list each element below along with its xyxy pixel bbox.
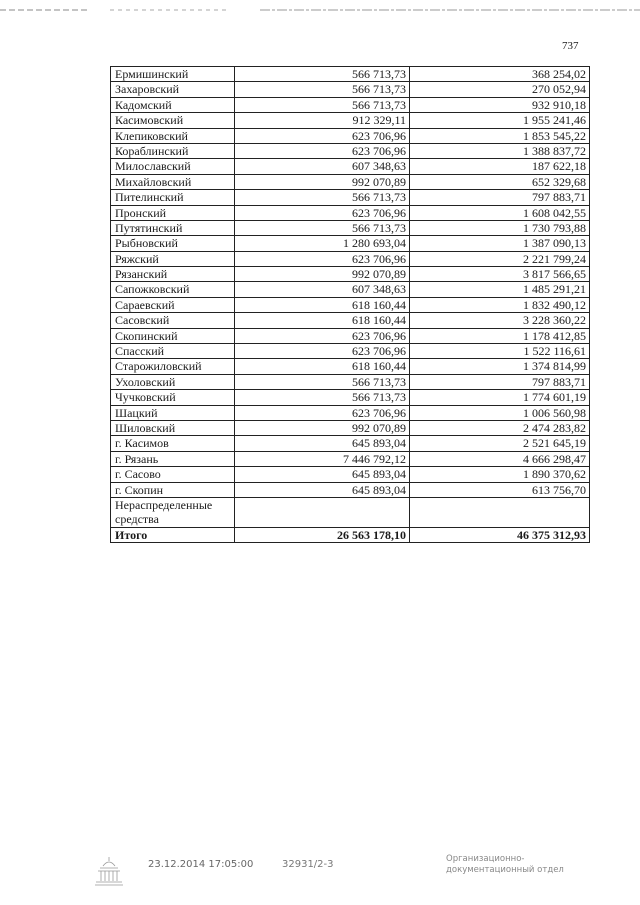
amount-column-2-cell: 1 374 814,99 [410, 359, 590, 374]
district-name-cell: Шацкий [111, 405, 235, 420]
amount-column-1-cell: 618 160,44 [235, 297, 410, 312]
district-name-cell: Клепиковский [111, 128, 235, 143]
table-row [111, 482, 590, 497]
amount-column-1-cell [235, 497, 410, 527]
district-name-cell: Нераспределенные средства [111, 497, 235, 527]
amount-column-1-cell: 912 329,11 [235, 113, 410, 128]
amount-column-2-cell: 368 254,02 [410, 67, 590, 82]
table-row [111, 143, 590, 158]
footer-timestamp: 23.12.2014 17:05:00 [148, 859, 254, 870]
table-row [111, 420, 590, 435]
table-row [111, 267, 590, 282]
amount-column-1-cell: 618 160,44 [235, 313, 410, 328]
amount-column-2-cell: 932 910,18 [410, 97, 590, 112]
district-name-cell: г. Касимов [111, 436, 235, 451]
district-name-cell: г. Скопин [111, 482, 235, 497]
district-name-cell: Сапожковский [111, 282, 235, 297]
amount-column-2-cell: 1 890 370,62 [410, 467, 590, 482]
amount-column-2-cell: 613 756,70 [410, 482, 590, 497]
amount-column-1-cell: 566 713,73 [235, 220, 410, 235]
footer-department-line2: документационный отдел [446, 865, 564, 875]
table-row [111, 236, 590, 251]
amount-column-1-cell: 566 713,73 [235, 190, 410, 205]
amount-column-2-cell: 2 521 645,19 [410, 436, 590, 451]
amount-column-1-cell: 645 893,04 [235, 482, 410, 497]
amount-column-2-cell: 187 622,18 [410, 159, 590, 174]
district-name-cell: Пронский [111, 205, 235, 220]
amount-column-2-cell: 46 375 312,93 [410, 527, 590, 542]
table-row [111, 174, 590, 189]
district-name-cell: Ухоловский [111, 374, 235, 389]
table-row [111, 113, 590, 128]
district-name-cell: Пителинский [111, 190, 235, 205]
district-name-cell: Сараевский [111, 297, 235, 312]
district-name-cell: Скопинский [111, 328, 235, 343]
amount-column-1-cell: 566 713,73 [235, 67, 410, 82]
amount-column-1-cell: 566 713,73 [235, 97, 410, 112]
amount-column-2-cell: 1 388 837,72 [410, 143, 590, 158]
table-row [111, 190, 590, 205]
table-row [111, 297, 590, 312]
amount-column-1-cell: 566 713,73 [235, 390, 410, 405]
table-row [111, 128, 590, 143]
table-row [111, 436, 590, 451]
district-name-cell: Итого [111, 527, 235, 542]
page-number: 737 [562, 40, 579, 52]
table-row [111, 220, 590, 235]
district-name-cell: Захаровский [111, 82, 235, 97]
amount-column-2-cell: 1 730 793,88 [410, 220, 590, 235]
table-row [111, 390, 590, 405]
district-name-cell: Спасский [111, 344, 235, 359]
amount-column-1-cell: 7 446 792,12 [235, 451, 410, 466]
district-name-cell: Ермишинский [111, 67, 235, 82]
district-name-cell: Ряжский [111, 251, 235, 266]
amount-column-1-cell: 645 893,04 [235, 436, 410, 451]
budget-table-body [111, 67, 590, 543]
amount-column-2-cell: 1 006 560,98 [410, 405, 590, 420]
table-row [111, 374, 590, 389]
district-name-cell: Михайловский [111, 174, 235, 189]
amount-column-1-cell: 1 280 693,04 [235, 236, 410, 251]
scan-artifact-line [0, 8, 640, 14]
budget-table-container [110, 66, 590, 543]
amount-column-2-cell: 797 883,71 [410, 374, 590, 389]
table-row [111, 467, 590, 482]
table-row [111, 67, 590, 82]
budget-table [110, 66, 590, 543]
table-row [111, 497, 590, 527]
table-row [111, 405, 590, 420]
amount-column-1-cell: 607 348,63 [235, 282, 410, 297]
amount-column-1-cell: 26 563 178,10 [235, 527, 410, 542]
footer-department-line1: Организационно- [446, 854, 525, 864]
district-name-cell: Рязанский [111, 267, 235, 282]
district-name-cell: Сасовский [111, 313, 235, 328]
district-name-cell: Шиловский [111, 420, 235, 435]
amount-column-2-cell: 1 522 116,61 [410, 344, 590, 359]
footer-department [446, 854, 564, 876]
amount-column-1-cell: 566 713,73 [235, 82, 410, 97]
amount-column-2-cell: 1 608 042,55 [410, 205, 590, 220]
total-row [111, 527, 590, 542]
amount-column-2-cell: 1 485 291,21 [410, 282, 590, 297]
amount-column-2-cell: 1 178 412,85 [410, 328, 590, 343]
district-name-cell: Путятинский [111, 220, 235, 235]
amount-column-1-cell: 623 706,96 [235, 205, 410, 220]
table-row [111, 205, 590, 220]
amount-column-2-cell: 1 774 601,19 [410, 390, 590, 405]
amount-column-1-cell: 607 348,63 [235, 159, 410, 174]
amount-column-2-cell: 3 228 360,22 [410, 313, 590, 328]
amount-column-1-cell: 992 070,89 [235, 267, 410, 282]
table-row [111, 282, 590, 297]
amount-column-2-cell: 3 817 566,65 [410, 267, 590, 282]
table-row [111, 97, 590, 112]
amount-column-2-cell [410, 497, 590, 527]
district-name-cell: Касимовский [111, 113, 235, 128]
amount-column-1-cell: 645 893,04 [235, 467, 410, 482]
table-row [111, 328, 590, 343]
amount-column-2-cell: 1 853 545,22 [410, 128, 590, 143]
amount-column-2-cell: 4 666 298,47 [410, 451, 590, 466]
amount-column-1-cell: 566 713,73 [235, 374, 410, 389]
amount-column-2-cell: 797 883,71 [410, 190, 590, 205]
district-name-cell: г. Рязань [111, 451, 235, 466]
amount-column-1-cell: 623 706,96 [235, 405, 410, 420]
footer-document-code: 32931/2-3 [282, 859, 334, 870]
amount-column-2-cell: 652 329,68 [410, 174, 590, 189]
district-name-cell: Милославский [111, 159, 235, 174]
table-row [111, 451, 590, 466]
table-row [111, 251, 590, 266]
amount-column-2-cell: 1 387 090,13 [410, 236, 590, 251]
amount-column-2-cell: 2 474 283,82 [410, 420, 590, 435]
amount-column-1-cell: 623 706,96 [235, 251, 410, 266]
table-row [111, 359, 590, 374]
page-footer [0, 850, 640, 890]
amount-column-1-cell: 992 070,89 [235, 174, 410, 189]
amount-column-1-cell: 623 706,96 [235, 143, 410, 158]
amount-column-2-cell: 270 052,94 [410, 82, 590, 97]
district-name-cell: г. Сасово [111, 467, 235, 482]
amount-column-1-cell: 623 706,96 [235, 344, 410, 359]
district-name-cell: Рыбновский [111, 236, 235, 251]
amount-column-2-cell: 2 221 799,24 [410, 251, 590, 266]
building-emblem-icon [92, 854, 126, 888]
district-name-cell: Старожиловский [111, 359, 235, 374]
amount-column-1-cell: 618 160,44 [235, 359, 410, 374]
district-name-cell: Кораблинский [111, 143, 235, 158]
amount-column-1-cell: 623 706,96 [235, 128, 410, 143]
amount-column-2-cell: 1 832 490,12 [410, 297, 590, 312]
district-name-cell: Кадомский [111, 97, 235, 112]
amount-column-2-cell: 1 955 241,46 [410, 113, 590, 128]
table-row [111, 344, 590, 359]
amount-column-1-cell: 992 070,89 [235, 420, 410, 435]
table-row [111, 313, 590, 328]
district-name-cell: Чучковский [111, 390, 235, 405]
table-row [111, 82, 590, 97]
table-row [111, 159, 590, 174]
amount-column-1-cell: 623 706,96 [235, 328, 410, 343]
